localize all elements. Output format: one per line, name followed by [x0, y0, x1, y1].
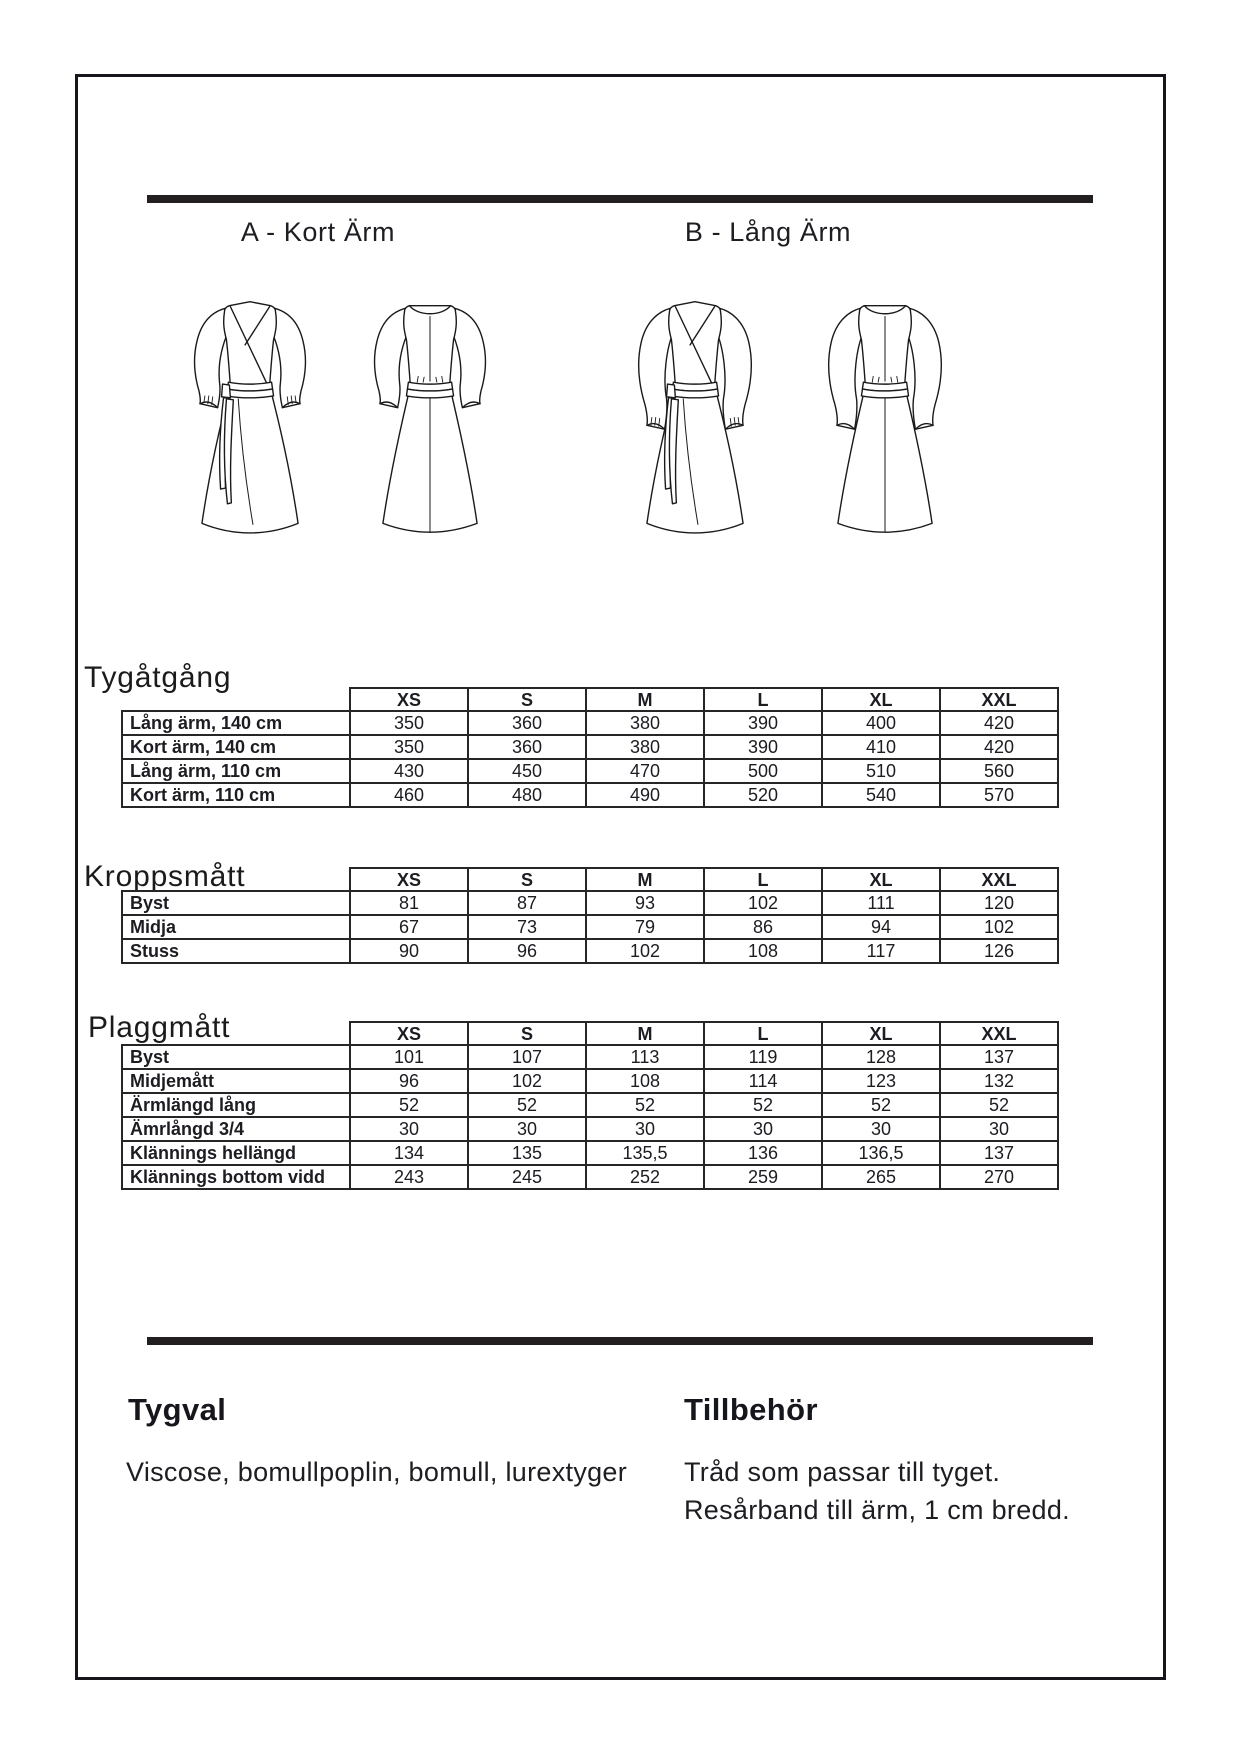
table-row — [122, 1069, 1058, 1093]
value-cell: 113 — [586, 1045, 704, 1069]
value-cell: 111 — [822, 891, 940, 915]
value-cell: 520 — [704, 783, 822, 807]
size-header-cell: XL — [822, 688, 940, 711]
row-label-cell: Ärmlängd lång — [122, 1093, 350, 1117]
row-label-cell: Lång ärm, 140 cm — [122, 711, 350, 735]
value-cell: 52 — [586, 1093, 704, 1117]
value-cell: 123 — [822, 1069, 940, 1093]
fabric-choice-text: Viscose, bomullpoplin, bomull, lurextyger — [126, 1457, 628, 1487]
table-row — [122, 711, 1058, 735]
value-cell: 570 — [940, 783, 1058, 807]
row-label-cell: Midja — [122, 915, 350, 939]
value-cell: 52 — [940, 1093, 1058, 1117]
value-cell: 134 — [350, 1141, 468, 1165]
size-header-row — [122, 688, 1058, 711]
table-corner-spacer — [122, 868, 350, 891]
row-label-cell: Ämrlångd 3/4 — [122, 1117, 350, 1141]
table-row — [122, 1117, 1058, 1141]
accessories-line-1: Tråd som passar till tyget. — [684, 1457, 1001, 1487]
value-cell: 135 — [468, 1141, 586, 1165]
dress-b-front-illustration — [620, 288, 770, 543]
value-cell: 560 — [940, 759, 1058, 783]
value-cell: 270 — [940, 1165, 1058, 1189]
value-cell: 126 — [940, 939, 1058, 963]
top-divider-bar — [147, 195, 1093, 203]
size-header-cell: M — [586, 1022, 704, 1045]
value-cell: 137 — [940, 1141, 1058, 1165]
value-cell: 490 — [586, 783, 704, 807]
value-cell: 400 — [822, 711, 940, 735]
value-cell: 90 — [350, 939, 468, 963]
size-header-cell: S — [468, 688, 586, 711]
value-cell: 119 — [704, 1045, 822, 1069]
value-cell: 102 — [940, 915, 1058, 939]
value-cell: 87 — [468, 891, 586, 915]
value-cell: 259 — [704, 1165, 822, 1189]
value-cell: 350 — [350, 711, 468, 735]
value-cell: 30 — [940, 1117, 1058, 1141]
table-row — [122, 783, 1058, 807]
table-plaggmatt — [121, 1021, 1059, 1190]
table-row — [122, 939, 1058, 963]
value-cell: 102 — [586, 939, 704, 963]
value-cell: 380 — [586, 711, 704, 735]
table-tygatgang — [121, 687, 1059, 808]
size-header-cell: XXL — [940, 868, 1058, 891]
size-header-cell: XS — [350, 688, 468, 711]
table-row — [122, 1093, 1058, 1117]
value-cell: 120 — [940, 891, 1058, 915]
size-header-cell: L — [704, 1022, 822, 1045]
value-cell: 94 — [822, 915, 940, 939]
value-cell: 135,5 — [586, 1141, 704, 1165]
table-row — [122, 1165, 1058, 1189]
value-cell: 52 — [704, 1093, 822, 1117]
size-header-cell: M — [586, 688, 704, 711]
table-row — [122, 735, 1058, 759]
size-header-cell: XL — [822, 868, 940, 891]
dress-a-back-illustration — [355, 288, 505, 543]
value-cell: 265 — [822, 1165, 940, 1189]
value-cell: 107 — [468, 1045, 586, 1069]
size-header-cell: S — [468, 868, 586, 891]
row-label-cell: Kort ärm, 110 cm — [122, 783, 350, 807]
row-label-cell: Klännings hellängd — [122, 1141, 350, 1165]
dress-b-back-illustration — [810, 288, 960, 543]
value-cell: 410 — [822, 735, 940, 759]
value-cell: 96 — [350, 1069, 468, 1093]
value-cell: 450 — [468, 759, 586, 783]
value-cell: 81 — [350, 891, 468, 915]
value-cell: 102 — [704, 891, 822, 915]
value-cell: 132 — [940, 1069, 1058, 1093]
dress-a-front-illustration — [175, 288, 325, 543]
size-header-row — [122, 868, 1058, 891]
value-cell: 30 — [350, 1117, 468, 1141]
value-cell: 136 — [704, 1141, 822, 1165]
value-cell: 137 — [940, 1045, 1058, 1069]
size-header-cell: L — [704, 688, 822, 711]
accessories-text — [684, 1453, 1070, 1529]
row-label-cell: Midjemått — [122, 1069, 350, 1093]
size-header-cell: M — [586, 868, 704, 891]
value-cell: 73 — [468, 915, 586, 939]
value-cell: 52 — [350, 1093, 468, 1117]
bottom-divider-bar — [147, 1337, 1093, 1345]
size-header-cell: XS — [350, 868, 468, 891]
size-header-row — [122, 1022, 1058, 1045]
value-cell: 430 — [350, 759, 468, 783]
row-label-cell: Byst — [122, 1045, 350, 1069]
value-cell: 245 — [468, 1165, 586, 1189]
value-cell: 540 — [822, 783, 940, 807]
fabric-choice-title: Tygval — [128, 1392, 227, 1427]
size-header-cell: XL — [822, 1022, 940, 1045]
value-cell: 243 — [350, 1165, 468, 1189]
size-header-cell: XS — [350, 1022, 468, 1045]
accessories-line-2: Resårband till ärm, 1 cm bredd. — [684, 1495, 1070, 1525]
section-label-kroppsmatt: Kroppsmått — [84, 860, 246, 893]
table-row — [122, 1045, 1058, 1069]
value-cell: 350 — [350, 735, 468, 759]
table-row — [122, 1141, 1058, 1165]
table-corner-spacer — [122, 1022, 350, 1045]
value-cell: 510 — [822, 759, 940, 783]
value-cell: 500 — [704, 759, 822, 783]
row-label-cell: Kort ärm, 140 cm — [122, 735, 350, 759]
value-cell: 117 — [822, 939, 940, 963]
value-cell: 108 — [586, 1069, 704, 1093]
table-corner-spacer — [122, 688, 350, 711]
size-header-cell: XXL — [940, 1022, 1058, 1045]
value-cell: 30 — [468, 1117, 586, 1141]
value-cell: 114 — [704, 1069, 822, 1093]
value-cell: 470 — [586, 759, 704, 783]
value-cell: 30 — [822, 1117, 940, 1141]
value-cell: 390 — [704, 711, 822, 735]
table-row — [122, 915, 1058, 939]
value-cell: 101 — [350, 1045, 468, 1069]
value-cell: 86 — [704, 915, 822, 939]
view-a-title: A - Kort Ärm — [240, 217, 396, 247]
value-cell: 480 — [468, 783, 586, 807]
value-cell: 52 — [468, 1093, 586, 1117]
size-header-cell: S — [468, 1022, 586, 1045]
table-row — [122, 759, 1058, 783]
value-cell: 128 — [822, 1045, 940, 1069]
row-label-cell: Stuss — [122, 939, 350, 963]
value-cell: 420 — [940, 711, 1058, 735]
value-cell: 93 — [586, 891, 704, 915]
value-cell: 96 — [468, 939, 586, 963]
value-cell: 108 — [704, 939, 822, 963]
value-cell: 30 — [586, 1117, 704, 1141]
size-header-cell: L — [704, 868, 822, 891]
section-label-tygatgang: Tygåtgång — [84, 661, 232, 694]
value-cell: 252 — [586, 1165, 704, 1189]
value-cell: 136,5 — [822, 1141, 940, 1165]
view-b-title: B - Lång Ärm — [684, 217, 852, 247]
table-row — [122, 891, 1058, 915]
value-cell: 360 — [468, 735, 586, 759]
value-cell: 67 — [350, 915, 468, 939]
size-header-cell: XXL — [940, 688, 1058, 711]
value-cell: 52 — [822, 1093, 940, 1117]
value-cell: 79 — [586, 915, 704, 939]
value-cell: 460 — [350, 783, 468, 807]
value-cell: 390 — [704, 735, 822, 759]
section-label-plaggmatt: Plaggmått — [88, 1011, 231, 1044]
value-cell: 420 — [940, 735, 1058, 759]
row-label-cell: Klännings bottom vidd — [122, 1165, 350, 1189]
value-cell: 380 — [586, 735, 704, 759]
value-cell: 102 — [468, 1069, 586, 1093]
value-cell: 30 — [704, 1117, 822, 1141]
value-cell: 360 — [468, 711, 586, 735]
row-label-cell: Lång ärm, 110 cm — [122, 759, 350, 783]
table-kroppsmatt — [121, 867, 1059, 964]
accessories-title: Tillbehör — [684, 1392, 818, 1427]
row-label-cell: Byst — [122, 891, 350, 915]
